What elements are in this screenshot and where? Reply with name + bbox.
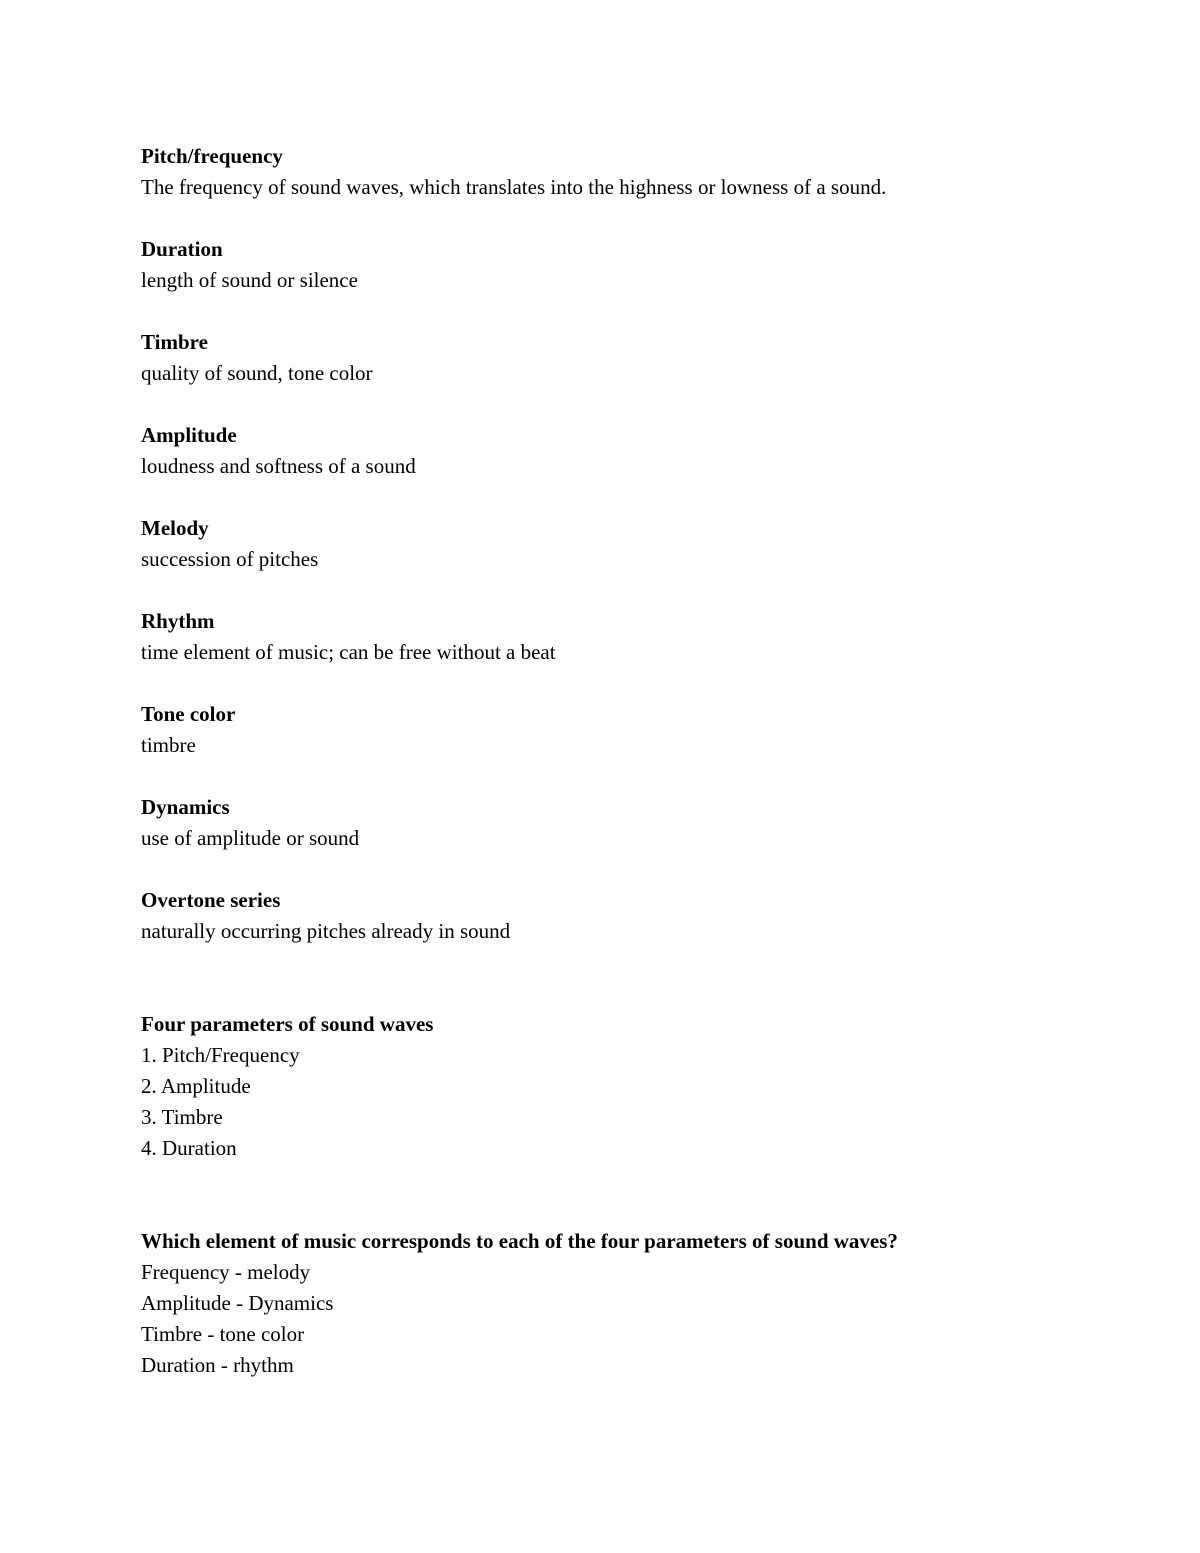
list-item: Frequency - melody (141, 1260, 311, 1284)
parameters-section (141, 1009, 1101, 1164)
list-item: Duration - rhythm (141, 1353, 294, 1377)
term-pitch-frequency (141, 141, 1101, 203)
term-definition: timbre (141, 733, 196, 757)
term-definition: naturally occurring pitches already in sound (141, 919, 511, 943)
term-definition: time element of music; can be free without a beat (141, 640, 556, 664)
term-title: Overtone series (141, 888, 281, 912)
term-title: Timbre (141, 330, 208, 354)
list-item: Amplitude - Dynamics (141, 1291, 334, 1315)
term-definition: The frequency of sound waves, which translates into the highness or lowness of a sound. (141, 175, 887, 199)
term-definition: use of amplitude or sound (141, 826, 360, 850)
term-amplitude (141, 420, 1101, 482)
term-title: Pitch/frequency (141, 144, 283, 168)
term-definition: succession of pitches (141, 547, 319, 571)
term-definition: quality of sound, tone color (141, 361, 373, 385)
list-item: 1. Pitch/Frequency (141, 1043, 300, 1067)
term-title: Tone color (141, 702, 236, 726)
list-item: Timbre - tone color (141, 1322, 305, 1346)
term-overtone-series (141, 885, 1101, 947)
term-duration (141, 234, 1101, 296)
term-title: Duration (141, 237, 223, 261)
list-item: 2. Amplitude (141, 1074, 251, 1098)
correspondence-question: Which element of music corresponds to each of the four parameters of sound waves? (141, 1229, 898, 1253)
document-body (141, 141, 1101, 1381)
term-melody (141, 513, 1101, 575)
term-tone-color (141, 699, 1101, 761)
term-dynamics (141, 792, 1101, 854)
correspondence-section (141, 1226, 1101, 1381)
term-timbre (141, 327, 1101, 389)
term-title: Rhythm (141, 609, 215, 633)
term-title: Dynamics (141, 795, 230, 819)
list-item: 3. Timbre (141, 1105, 223, 1129)
list-item: 4. Duration (141, 1136, 237, 1160)
term-rhythm (141, 606, 1101, 668)
term-definition: length of sound or silence (141, 268, 358, 292)
term-title: Melody (141, 516, 209, 540)
term-title: Amplitude (141, 423, 237, 447)
parameters-title: Four parameters of sound waves (141, 1012, 434, 1036)
term-definition: loudness and softness of a sound (141, 454, 416, 478)
